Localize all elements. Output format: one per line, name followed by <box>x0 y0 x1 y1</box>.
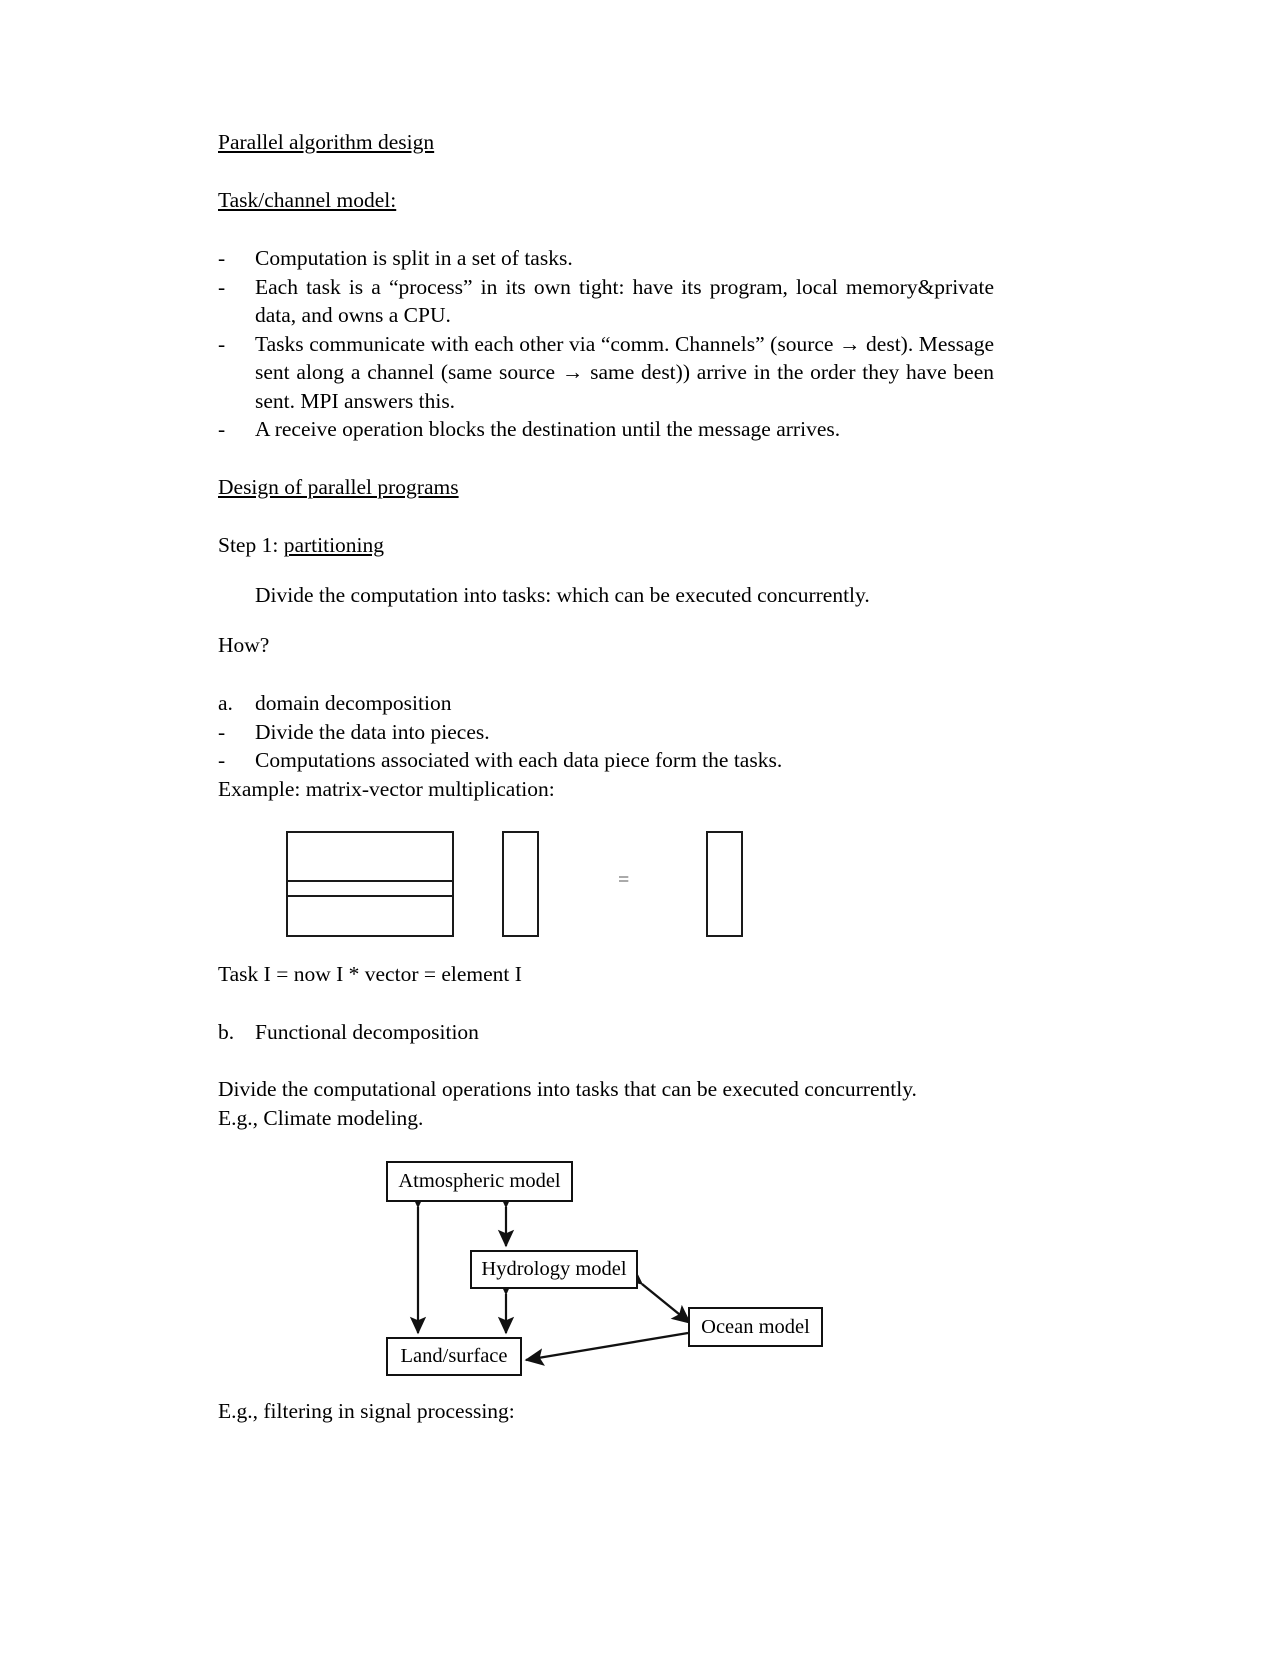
matrix-row-divider <box>288 895 452 897</box>
diagram-box-label: Ocean model <box>701 1315 810 1338</box>
climate-model-diagram <box>218 1147 994 1397</box>
bullet-dash: - <box>218 274 226 299</box>
item-b-title: Functional decomposition <box>255 1019 479 1044</box>
bullet-dash: - <box>218 246 226 270</box>
list-item-text: Computations associated with each data piece form the tasks. <box>255 748 783 772</box>
diagram-box-label: Land/surface <box>400 1345 508 1368</box>
diagram-box-land-surface <box>386 1337 522 1376</box>
design-heading-wrap <box>218 473 994 502</box>
arrow-hydrology-ocean <box>642 1284 690 1323</box>
list-item-text: Divide the data into pieces. <box>255 719 490 744</box>
item-b-functional-decomposition <box>218 1018 994 1047</box>
step-1-line <box>218 531 994 560</box>
list-item-text: A receive operation blocks the destination until the message arrives. <box>255 417 841 441</box>
diagram-box-label: Hydrology model <box>481 1258 627 1281</box>
step-1-description: Divide the computation into tasks: which can be executed concurrently. <box>255 583 870 607</box>
bullet-dash: - <box>218 748 226 772</box>
list-item <box>218 415 994 444</box>
spacer <box>218 660 994 689</box>
design-heading: Design of parallel programs <box>218 474 459 499</box>
task-formula: Task I = now I * vector = element I <box>218 961 522 986</box>
item-a-domain-decomposition <box>218 689 994 718</box>
arrow-ocean-land <box>526 1333 688 1360</box>
matrix-row-divider <box>288 880 452 882</box>
document-body <box>218 128 994 1426</box>
item-a-title: domain decomposition <box>255 691 452 715</box>
spacer <box>218 1046 994 1075</box>
equals-sign: = <box>618 868 630 891</box>
matrix-rectangle <box>286 831 454 937</box>
spacer <box>218 502 994 531</box>
example-matrix-vector-label: Example: matrix-vector multiplication: <box>218 776 555 801</box>
list-item-text: Tasks communicate with each other via “comm. Channels” (source → dest). Message sent along a channel (same source → same dest)) arrive in the order they have been sent. MPI answers this. <box>255 331 994 413</box>
list-item <box>218 330 994 416</box>
page-title: Parallel algorithm design <box>218 130 435 154</box>
list-item <box>218 244 994 273</box>
bullet-dash: - <box>218 719 226 744</box>
matrix-vector-figure <box>218 810 994 960</box>
page-title-wrap <box>218 128 994 157</box>
spacer <box>218 215 994 244</box>
bullet-dash: - <box>218 417 226 441</box>
diagram-box-atmospheric-model <box>386 1161 573 1202</box>
diagram-box-hydrology-model <box>470 1250 638 1289</box>
spacer <box>218 989 994 1018</box>
vector-rectangle <box>502 831 539 937</box>
result-vector-rectangle <box>706 831 743 937</box>
how-question: How? <box>218 633 270 657</box>
climate-modeling-example: E.g., Climate modeling. <box>218 1106 424 1130</box>
spacer <box>218 444 994 473</box>
list-item-text: Each task is a “process” in its own tight: have its program, local memory&private data, and owns a CPU. <box>255 274 994 327</box>
functional-decomposition-description: Divide the computational operations into tasks that can be executed concurrently. <box>218 1077 917 1101</box>
spacer <box>218 157 994 186</box>
diagram-box-label: Atmospheric model <box>398 1170 561 1193</box>
bullet-dash: - <box>218 331 226 356</box>
item-marker-b: b. <box>218 1019 235 1044</box>
item-marker-a: a. <box>218 691 233 715</box>
task-channel-heading: Task/channel model: <box>218 188 397 212</box>
list-item <box>218 718 994 747</box>
closing-line: E.g., filtering in signal processing: <box>218 1399 515 1423</box>
list-item <box>218 746 994 775</box>
step-1-name: partitioning <box>283 532 385 557</box>
list-item <box>218 273 994 330</box>
task-channel-bullet-list <box>218 244 994 444</box>
list-item-text: Computation is split in a set of tasks. <box>255 246 573 270</box>
step-1-label: Step 1: <box>218 532 284 557</box>
task-channel-heading-wrap <box>218 186 994 215</box>
diagram-box-ocean-model <box>688 1307 823 1347</box>
